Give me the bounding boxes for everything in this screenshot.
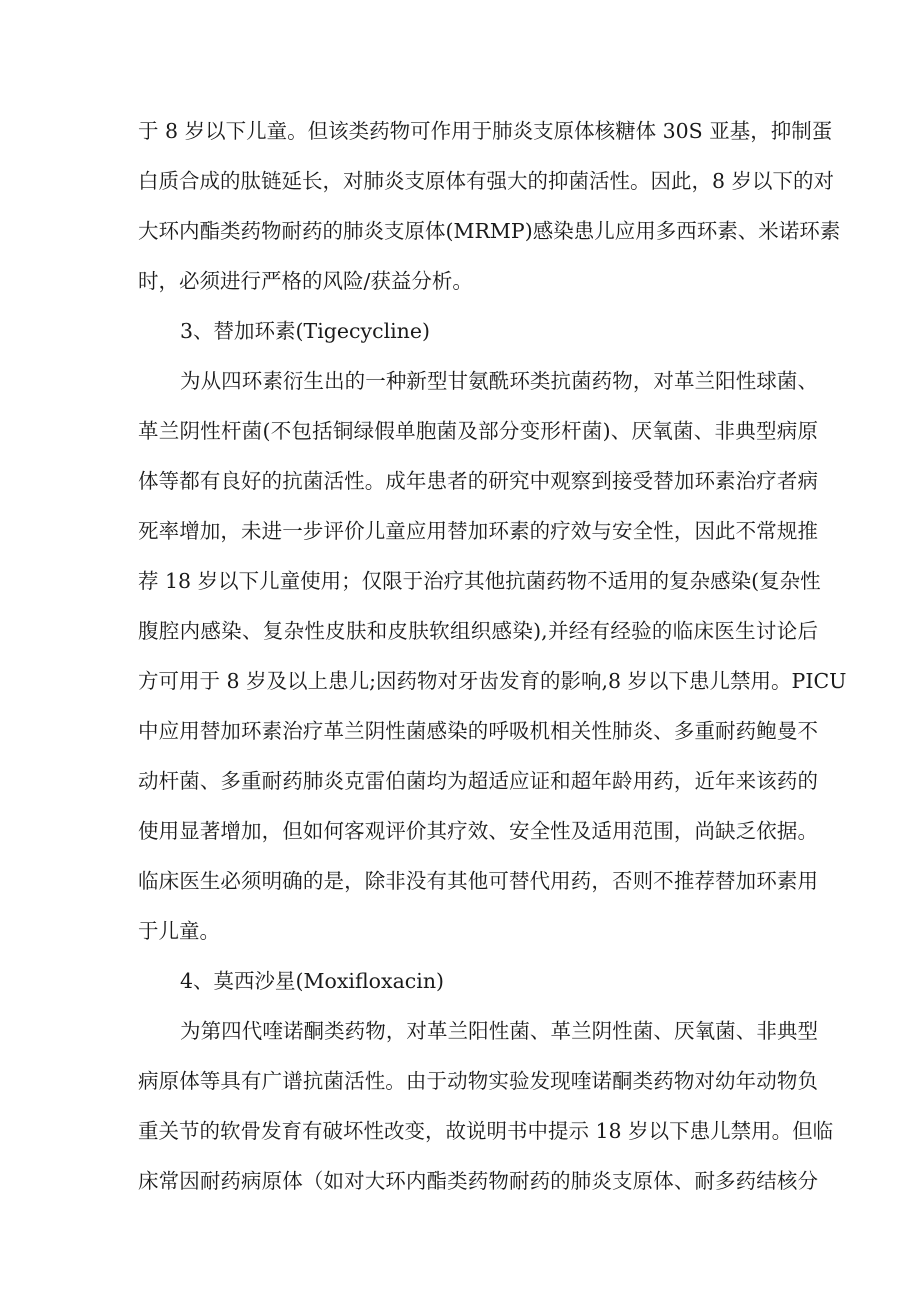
- paragraph-line: 重关节的软骨发育有破坏性改变，故说明书中提示 18 岁以下患儿禁用。但临: [138, 1119, 834, 1143]
- paragraph-line: 大环内酯类药物耐药的肺炎支原体(MRMP)感染患儿应用多西环素、米诺环素: [138, 219, 841, 243]
- paragraph-line: 方可用于 8 岁及以上患儿;因药物对牙齿发育的影响,8 岁以下患儿禁用。PICU: [138, 669, 847, 693]
- paragraph-line: 床常因耐药病原体（如对大环内酯类药物耐药的肺炎支原体、耐多药结核分: [138, 1169, 818, 1193]
- paragraph-line: 使用显著增加，但如何客观评价其疗效、安全性及适用范围，尚缺乏依据。: [138, 819, 818, 843]
- paragraph-line: 腹腔内感染、复杂性皮肤和皮肤软组织感染),并经有经验的临床医生讨论后: [138, 619, 818, 643]
- paragraph-line: 革兰阴性杆菌(不包括铜绿假单胞菌及部分变形杆菌)、厌氧菌、非典型病原: [138, 419, 818, 443]
- paragraph-line: 死率增加，未进一步评价儿童应用替加环素的疗效与安全性，因此不常规推: [138, 519, 818, 543]
- paragraph-line: 于 8 岁以下儿童。但该类药物可作用于肺炎支原体核糖体 30S 亚基，抑制蛋: [138, 119, 833, 143]
- paragraph-line: 动杆菌、多重耐药肺炎克雷伯菌均为超适应证和超年龄用药，近年来该药的: [138, 769, 818, 793]
- paragraph-line: 于儿童。: [138, 919, 220, 943]
- paragraph-line: 体等都有良好的抗菌活性。成年患者的研究中观察到接受替加环素治疗者病: [138, 469, 818, 493]
- paragraph-line: 荐 18 岁以下儿童使用；仅限于治疗其他抗菌药物不适用的复杂感染(复杂性: [138, 569, 821, 593]
- paragraph-line: 病原体等具有广谱抗菌活性。由于动物实验发现喹诺酮类药物对幼年动物负: [138, 1069, 818, 1093]
- section-heading-tigecycline: 3、替加环素(Tigecycline): [180, 319, 431, 343]
- paragraph-line: 白质合成的肽链延长，对肺炎支原体有强大的抑菌活性。因此，8 岁以下的对: [138, 169, 835, 193]
- paragraph-line: 时，必须进行严格的风险/获益分析。: [138, 269, 473, 293]
- section-heading-moxifloxacin: 4、莫西沙星(Moxifloxacin): [180, 969, 445, 993]
- paragraph-line: 为第四代喹诺酮类药物，对革兰阳性菌、革兰阴性菌、厌氧菌、非典型: [180, 1019, 818, 1043]
- paragraph-line: 为从四环素衍生出的一种新型甘氨酰环类抗菌药物，对革兰阳性球菌、: [180, 369, 818, 393]
- paragraph-line: 临床医生必须明确的是，除非没有其他可替代用药，否则不推荐替加环素用: [138, 869, 818, 893]
- paragraph-line: 中应用替加环素治疗革兰阴性菌感染的呼吸机相关性肺炎、多重耐药鲍曼不: [138, 719, 818, 743]
